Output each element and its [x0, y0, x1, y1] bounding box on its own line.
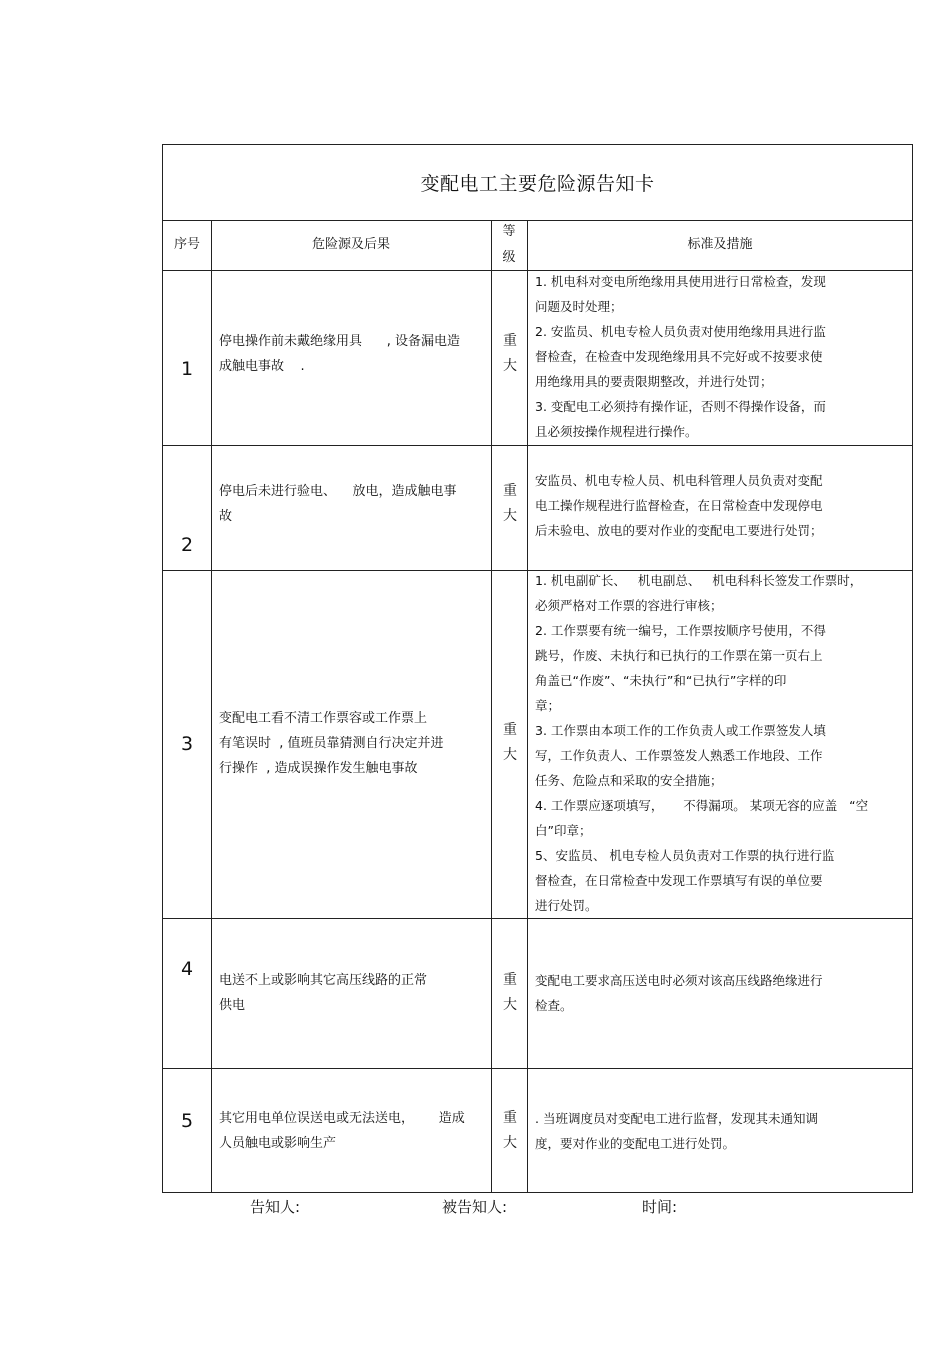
divider [163, 1068, 912, 1069]
header-grade-line: 等 [502, 224, 516, 239]
row-hazard [219, 329, 489, 379]
measure-line: 3. 工作票由本项工作的工作负责人或工作票签发人填 [535, 723, 826, 738]
hazard-line: 其它用电单位误送电或无法送电， 造成 [219, 1111, 465, 1126]
measure-line: 安监员、机电专检人员、机电科管理人员负责对变配 [535, 473, 823, 488]
row-measures [535, 1106, 907, 1156]
row-grade [493, 1106, 527, 1156]
measure-line: 4. 工作票应逐项填写， 不得漏项。 某项无容的应盖 “空 [535, 798, 869, 813]
row-grade [493, 479, 527, 529]
divider [163, 445, 912, 446]
hazard-line: 停电后未进行验电、 放电，造成触电事 [219, 484, 457, 499]
measure-line: 白”印章； [535, 823, 592, 838]
header-grade-line: 级 [502, 250, 516, 265]
measure-line: 写，工作负责人、工作票签发人熟悉工作地段、工作 [535, 748, 823, 763]
measure-line: 3. 变配电工必须持有操作证，否则不得操作设备，而 [535, 399, 826, 414]
hazard-line: 有笔误时 , 值班员靠猜测自行决定并进 [219, 736, 444, 751]
row-grade [493, 718, 527, 768]
row-number: 2 [180, 534, 194, 556]
measure-line: 跳号，作废、未执行和已执行的工作票在第一页右上 [535, 648, 823, 663]
measure-line: 变配电工要求高压送电时必须对该高压线路绝缘进行 [535, 973, 823, 988]
measure-line: 章； [535, 698, 561, 713]
row-number: 4 [180, 958, 194, 980]
footer-time: 时间: [642, 1198, 678, 1216]
grade-char: 重 [503, 483, 517, 499]
divider [211, 220, 212, 1193]
measure-line: 且必须按操作规程进行操作。 [535, 424, 698, 439]
card-title: 变配电工主要危险源告知卡 [420, 173, 655, 195]
measure-line: 督检查，在检查中发现绝缘用具不完好或不按要求使 [535, 349, 823, 364]
measure-line: 检查。 [535, 998, 573, 1013]
measure-line: 用绝缘用具的要责限期整改，并进行处罚； [535, 374, 773, 389]
hazard-line: 成触电事故 . [219, 359, 305, 374]
hazard-line: 变配电工看不清工作票容或工作票上 [219, 711, 428, 726]
row-measures [535, 269, 907, 444]
row-grade [493, 329, 527, 379]
grade-char: 重 [503, 722, 517, 738]
measure-line: 督检查，在日常检查中发现工作票填写有误的单位要 [535, 873, 823, 888]
row-hazard [219, 706, 489, 781]
measure-line: 1. 机电副矿长、 机电副总、 机电科科长签发工作票时， [535, 573, 863, 588]
hazard-line: 停电操作前未戴绝缘用具 , 设备漏电造 [219, 334, 461, 349]
row-measures [535, 468, 907, 543]
hazard-line: 故 [219, 509, 233, 524]
row-hazard [219, 968, 489, 1018]
measure-line: 角盖已“作废”、“未执行”和“已执行”字样的印 [535, 673, 787, 688]
measure-line: 后未验电、放电的要对作业的变配电工要进行处罚； [535, 523, 823, 538]
grade-char: 大 [503, 1135, 517, 1151]
grade-char: 重 [503, 333, 517, 349]
measure-line: 问题及时处理； [535, 299, 623, 314]
divider [527, 220, 528, 1193]
measure-line: 电工操作规程进行监督检查，在日常检查中发现停电 [535, 498, 823, 513]
measure-line: 5、安监员、 机电专检人员负责对工作票的执行进行监 [535, 848, 835, 863]
row-number: 3 [180, 733, 194, 755]
measure-line: 2. 工作票要有统一编号，工作票按顺序号使用，不得 [535, 623, 826, 638]
row-grade [493, 968, 527, 1018]
hazard-line: 人员触电或影响生产 [219, 1136, 337, 1151]
hazard-line: 行操作 , 造成误操作发生触电事故 [219, 761, 418, 776]
footer-notified: 被告知人: [442, 1198, 508, 1216]
grade-char: 重 [503, 1110, 517, 1126]
measure-line: 任务、危险点和采取的安全措施； [535, 773, 723, 788]
grade-char: 大 [503, 997, 517, 1013]
header-hazard: 危险源及后果 [311, 237, 390, 252]
header-measures: 标准及措施 [687, 237, 753, 252]
measure-line: 2. 安监员、机电专检人员负责对使用绝缘用具进行监 [535, 324, 826, 339]
row-measures [535, 968, 907, 1018]
row-number: 1 [180, 358, 194, 380]
grade-char: 大 [503, 358, 517, 374]
measure-line: 1. 机电科对变电所绝缘用具使用进行日常检查，发现 [535, 274, 826, 289]
divider [163, 220, 912, 221]
hazard-line: 供电 [219, 998, 246, 1013]
header-grade [491, 219, 527, 271]
grade-char: 重 [503, 972, 517, 988]
header-no: 序号 [173, 237, 200, 252]
measure-line: 必须严格对工作票的容进行审核； [535, 598, 723, 613]
measure-line: . 当班调度员对变配电工进行监督，发现其未通知调 [535, 1111, 818, 1126]
measure-line: 进行处罚。 [535, 898, 598, 913]
divider [163, 918, 912, 919]
footer-notifier: 告知人: [250, 1198, 301, 1216]
row-hazard [219, 1106, 489, 1156]
row-measures [535, 568, 907, 918]
row-hazard [219, 479, 489, 529]
grade-char: 大 [503, 747, 517, 763]
grade-char: 大 [503, 508, 517, 524]
hazard-line: 电送不上或影响其它高压线路的正常 [219, 973, 428, 988]
row-number: 5 [180, 1110, 194, 1132]
divider [491, 220, 492, 1193]
hazard-notice-card [162, 144, 913, 1193]
measure-line: 度，要对作业的变配电工进行处罚。 [535, 1136, 736, 1151]
